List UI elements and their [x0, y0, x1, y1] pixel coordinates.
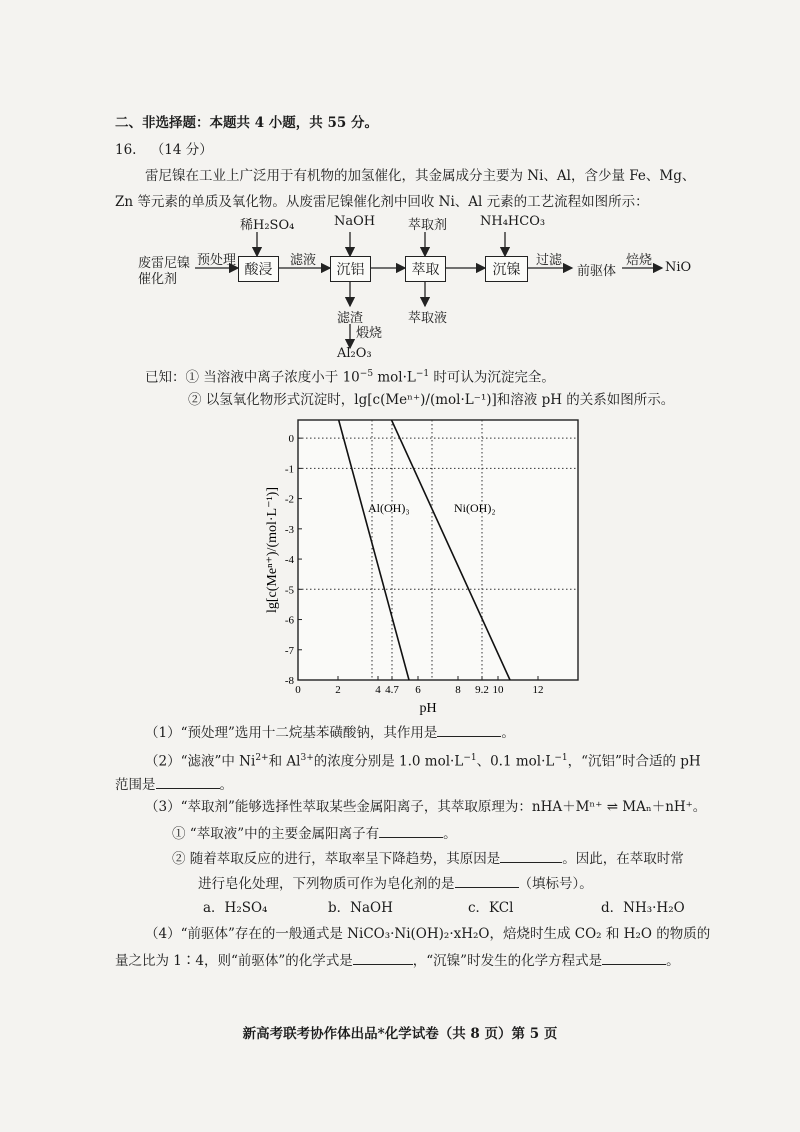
- box-precip-al: 沉铝: [330, 256, 371, 282]
- q3-intro: （3）“萃取剂”能够选择性萃取某些金属阳离子，其萃取原理为：nHA＋Mⁿ⁺ ⇌ MAₙ＋nH⁺。: [145, 799, 707, 815]
- known-line-1: [145, 364, 555, 388]
- known-item1-exp2: −1: [415, 369, 430, 379]
- q3-sub2-line2: [198, 873, 593, 894]
- q2-d: 、0.1 mol·L: [476, 753, 555, 770]
- q1-answer-blank[interactable]: [437, 722, 501, 737]
- solubility-chart: [258, 412, 588, 717]
- option-b[interactable]: b．NaOH: [328, 900, 393, 916]
- q3-sub1: [172, 823, 457, 844]
- option-a[interactable]: a．H₂SO₄: [203, 900, 268, 916]
- q3-sub2-line2-text: 进行皂化处理，下列物质可作为皂化剂的是: [198, 876, 455, 892]
- q2-end: 。: [219, 777, 233, 793]
- q3-sub1-end: 。: [443, 826, 457, 842]
- q3-sub2-mid: 。因此，在萃取时常: [562, 851, 684, 867]
- q2-line-2: [115, 774, 233, 795]
- known-prefix: 已知：: [145, 369, 186, 386]
- q4-line-1: （4）“前驱体”存在的一般通式是 NiCO₃·Ni(OH)₂·xH₂O，焙烧时生成 CO₂ 和 H₂O 的物质的: [145, 926, 711, 942]
- known-item1-exp: −5: [359, 369, 374, 379]
- option-d[interactable]: d．NH₃·H₂O: [601, 900, 685, 916]
- box-acid-leach: 酸浸: [238, 256, 279, 282]
- q4-line-2: [115, 950, 680, 971]
- x-tick-label-5: 8: [455, 684, 461, 696]
- flow-arrows: [0, 210, 800, 370]
- flow-start: [138, 256, 190, 288]
- q2-c: 的浓度分别是 1.0 mol·L: [313, 753, 464, 770]
- known-item1-c: 时可认为沉淀完全。: [429, 369, 555, 386]
- label-extract-liquid: 萃取液: [408, 311, 448, 326]
- x-tick-label-7: 10: [492, 684, 504, 696]
- q2-d-sup: −1: [554, 753, 568, 763]
- known-item2: 以氢氧化物形式沉淀时，lg[c(Meⁿ⁺)/(mol·L⁻¹)]和溶液 pH 的关系如图所示。: [205, 392, 675, 408]
- label-pretreat: 预处理: [197, 253, 237, 268]
- y-tick-label-1: -1: [284, 463, 294, 476]
- box-extract: 萃取: [405, 256, 446, 282]
- q3-sub2: [172, 848, 684, 869]
- q3-sub2-num: ②: [172, 851, 186, 867]
- q3-sub1-text: “萃取液”中的主要金属阳离子有: [189, 826, 380, 842]
- q2-a-sup: 2+: [255, 753, 269, 763]
- x-tick-label-2: 4: [375, 684, 381, 696]
- q4-end: 。: [666, 953, 680, 969]
- q3-sub1-blank[interactable]: [379, 823, 443, 838]
- known-item1-num: ①: [185, 369, 199, 386]
- y-tick-label-2: -2: [284, 493, 294, 506]
- label-nh4hco3: NH₄HCO₃: [480, 214, 546, 229]
- q1-text: （1）“预处理”选用十二烷基苯磺酸钠，其作用是: [145, 725, 438, 741]
- known-item1-a: 当溶液中离子浓度小于 10: [203, 369, 360, 386]
- y-tick-label-7: -7: [284, 644, 294, 657]
- x-tick-label-1: 2: [335, 684, 341, 696]
- y-tick-label-4: -4: [284, 554, 294, 567]
- q2-a: （2）“滤液”中 Ni: [145, 753, 256, 770]
- label-al2o3: Al₂O₃: [337, 346, 372, 361]
- y-axis-label: lg[c(Meⁿ⁺)/(mol·L⁻¹)]: [265, 486, 280, 614]
- label-precursor: 前驱体: [577, 264, 617, 279]
- series-label-al: Al(OH)₃: [368, 501, 410, 515]
- x-tick-label-3: 4.7: [385, 684, 399, 696]
- x-tick-label-8: 12: [532, 684, 544, 696]
- label-dilute-h2so4: 稀H₂SO₄: [240, 218, 295, 233]
- y-tick-label-3: -3: [284, 523, 294, 536]
- y-tick-label-0: 0: [288, 433, 294, 446]
- section-title: 二、非选择题：本题共 4 小题，共 55 分。: [115, 115, 378, 131]
- x-tick-label-0: 0: [295, 684, 301, 696]
- series-label-ni: Ni(OH)₂: [454, 501, 496, 515]
- question-heading: [115, 140, 213, 160]
- q2-e: ，“沉铝”时合适的 pH: [567, 753, 701, 770]
- x-tick-label-6: 9.2: [475, 684, 489, 696]
- q4-line2-a: 量之比为 1∶4，则“前驱体”的化学式是: [115, 953, 353, 969]
- flow-start-line2: 催化剂: [138, 272, 178, 287]
- q3-sub1-num: ①: [172, 826, 186, 842]
- known-item1-b: mol·L: [373, 369, 416, 386]
- q3-sub2-blank-2[interactable]: [455, 873, 519, 888]
- y-tick-label-6: -6: [284, 614, 294, 627]
- label-residue: 滤渣: [337, 311, 364, 326]
- q1-line: [145, 722, 515, 743]
- q2-answer-blank[interactable]: [156, 774, 220, 789]
- q2-b: 和 Al: [268, 753, 301, 770]
- option-c[interactable]: c．KCl: [468, 900, 514, 916]
- label-filter: 过滤: [536, 253, 563, 268]
- q2-c-sup: −1: [463, 753, 477, 763]
- q1-end: 。: [501, 725, 515, 741]
- flow-start-line1: 废雷尼镍: [138, 256, 191, 271]
- q2-b-sup: 3+: [300, 753, 314, 763]
- label-naoh: NaOH: [334, 214, 376, 229]
- y-tick-label-8: -8: [284, 675, 294, 687]
- box-precip-ni: 沉镍: [485, 256, 528, 282]
- plot-frame: [298, 420, 578, 680]
- question-score: （14 分）: [150, 142, 213, 158]
- q2-line2-text: 范围是: [115, 777, 156, 793]
- q3-sub2-end: （填标号）。: [518, 876, 593, 892]
- question-number: 16.: [115, 142, 137, 158]
- q4-formula-blank[interactable]: [353, 950, 413, 965]
- q3-sub2-blank-1[interactable]: [500, 848, 562, 863]
- label-nio: NiO: [665, 260, 692, 275]
- known-item2-num: ②: [188, 392, 202, 408]
- intro-line-2: Zn 等元素的单质及氧化物。从废雷尼镍催化剂中回收 Ni、Al 元素的工艺流程如图所示：: [115, 194, 649, 210]
- q2-line-1: [145, 748, 701, 772]
- known-line-2: [188, 390, 674, 410]
- q4-line2-b: ，“沉镍”时发生的化学方程式是: [412, 953, 603, 969]
- label-filtrate: 滤液: [290, 253, 317, 268]
- intro-line-1: 雷尼镍在工业上广泛用于有机物的加氢催化，其金属成分主要为 Ni、Al，含少量 Fe、Mg、: [145, 168, 696, 184]
- label-calcine2: 煅烧: [356, 326, 383, 341]
- x-tick-label-4: 6: [415, 684, 421, 696]
- page-footer: 新高考联考协作体出品*化学试卷（共 8 页）第 5 页: [242, 1026, 558, 1042]
- x-axis-label: pH: [419, 701, 437, 716]
- q4-equation-blank[interactable]: [602, 950, 666, 965]
- label-calcine: 焙烧: [626, 253, 653, 268]
- label-extractant: 萃取剂: [408, 218, 448, 233]
- q3-sub2-text: 随着萃取反应的进行，萃取率呈下降趋势，其原因是: [189, 851, 501, 867]
- y-tick-label-5: -5: [284, 584, 294, 597]
